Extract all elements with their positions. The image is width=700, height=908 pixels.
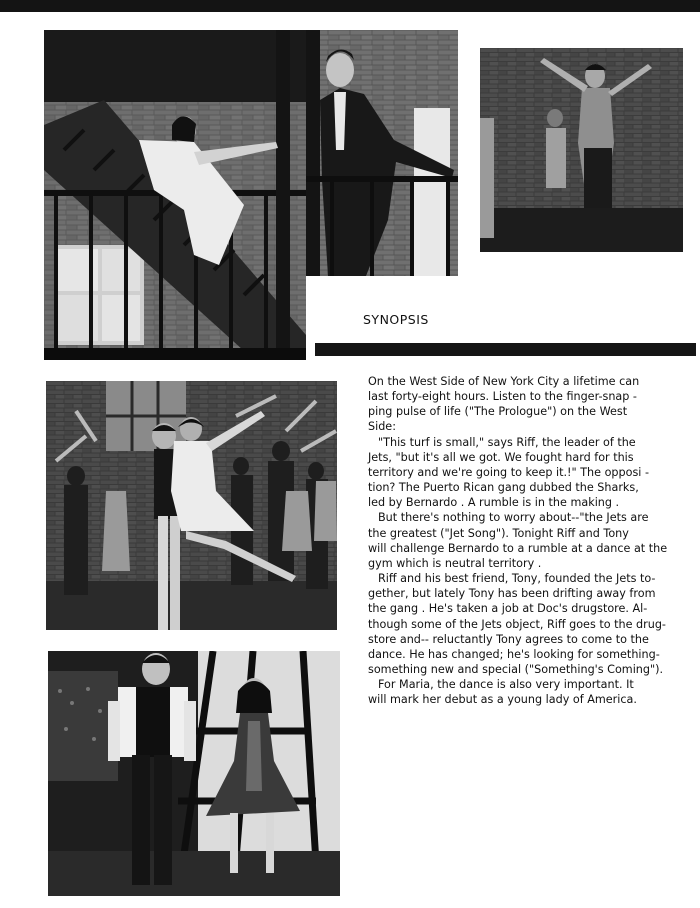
jets-photo bbox=[480, 48, 683, 252]
text-line: dance. He has changed; he's looking for something- bbox=[368, 647, 660, 661]
synopsis-heading: SYNOPSIS bbox=[363, 312, 429, 327]
top-border bbox=[0, 0, 700, 12]
synopsis-paragraph-1 bbox=[368, 374, 666, 435]
synopsis-paragraph-2 bbox=[368, 435, 666, 511]
text-line: But there's nothing to worry about--"the Jets are bbox=[378, 511, 649, 525]
couple-dancing-photo bbox=[48, 651, 340, 896]
text-line: For Maria, the dance is also very important. It bbox=[378, 678, 634, 692]
synopsis-paragraph-3 bbox=[368, 510, 666, 571]
text-line: gether, but lately Tony has been drifting away from bbox=[368, 587, 656, 601]
text-line: will challenge Bernardo to a rumble at a dance at the bbox=[368, 541, 668, 555]
text-line: Side: bbox=[368, 420, 396, 434]
text-line: "This turf is small," says Riff, the leader of the bbox=[378, 435, 636, 449]
synopsis-body bbox=[368, 374, 666, 707]
text-line: On the West Side of New York City a lifetime can bbox=[368, 375, 640, 388]
text-line: territory and we're going to keep it.!" The opposi - bbox=[368, 465, 650, 479]
heading-rule bbox=[315, 343, 696, 356]
text-line: store and-- reluctantly Tony agrees to come to the bbox=[368, 632, 649, 646]
text-line: led by Bernardo . A rumble is in the making . bbox=[368, 496, 620, 510]
text-line: Riff and his best friend, Tony, founded the Jets to- bbox=[378, 572, 656, 586]
text-line: Jets, "but it's all we got. We fought hard for this bbox=[368, 450, 634, 464]
text-line: though some of the Jets object, Riff goes to the drug- bbox=[368, 617, 666, 631]
text-line: the gang . He's taken a job at Doc's drugstore. Al- bbox=[368, 602, 648, 616]
text-line: last forty-eight hours. Listen to the finger-snap - bbox=[368, 390, 637, 404]
text-line: ping pulse of life ("The Prologue") on the West bbox=[368, 405, 628, 419]
balcony-scene-photo bbox=[44, 30, 306, 360]
tony-balcony-photo bbox=[306, 30, 458, 276]
synopsis-paragraph-4 bbox=[368, 571, 666, 677]
text-line: will mark her debut as a young lady of America. bbox=[368, 693, 637, 707]
synopsis-paragraph-5 bbox=[368, 677, 666, 707]
text-line: something new and special ("Something's Coming"). bbox=[368, 662, 664, 676]
text-line: gym which is neutral territory . bbox=[368, 556, 542, 570]
text-line: the greatest ("Jet Song"). Tonight Riff and Tony bbox=[368, 526, 629, 540]
dance-at-gym-photo bbox=[46, 381, 337, 630]
text-line: tion? The Puerto Rican gang dubbed the Sharks, bbox=[368, 481, 639, 495]
